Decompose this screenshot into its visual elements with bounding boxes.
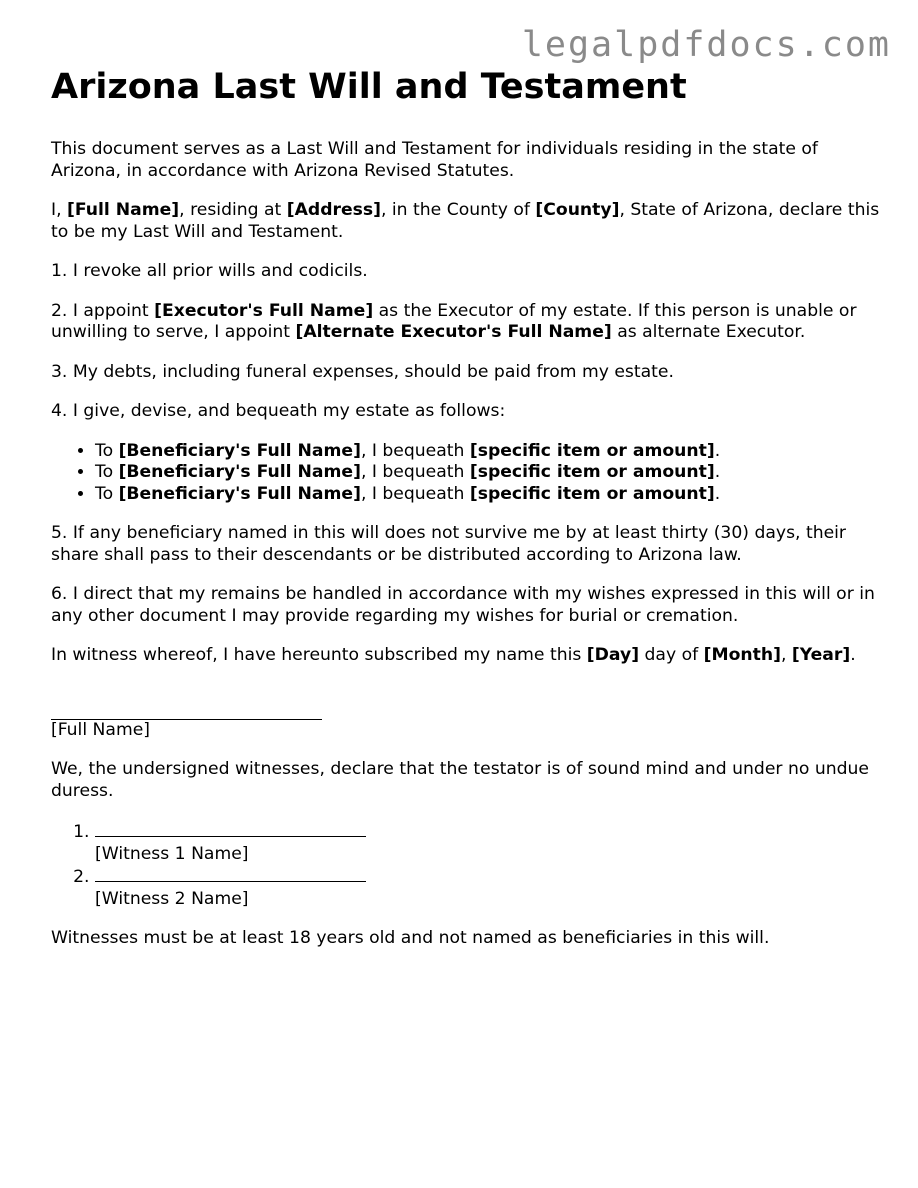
declaration-text: I, <box>51 200 67 220</box>
clause-2-text: 2. I appoint <box>51 300 155 321</box>
witness-clause-text: day of <box>639 645 704 665</box>
item-placeholder: [specific item or amount] <box>469 440 715 461</box>
year-placeholder: [Year] <box>791 645 851 665</box>
alternate-executor-placeholder: [Alternate Executor's Full Name] <box>295 322 612 342</box>
bequest-text: To <box>95 462 119 482</box>
address-placeholder: [Address] <box>286 200 381 220</box>
list-item <box>95 865 881 910</box>
testator-signature-label: [Full Name] <box>51 719 150 740</box>
bequest-text: , I bequeath <box>360 440 470 461</box>
witness-2-label: [Witness 2 Name] <box>95 888 249 909</box>
bequest-text: . <box>714 440 721 461</box>
clause-2-text: as the Executor of my estate. If this person is unable or unwilling to serve, I appoint <box>51 300 857 342</box>
intro-paragraph: This document serves as a Last Will and Testament for individuals residing in the state of Arizona, in accordance with Arizona Revised Statutes. <box>51 139 818 181</box>
list-item <box>95 441 881 463</box>
bequest-text: , I bequeath <box>360 483 470 504</box>
clause-6: 6. I direct that my remains be handled in accordance with my wishes expressed in this will or in any other document I may provide regarding my wishes for burial or cremation. <box>51 584 875 626</box>
witness-1-signature-line[interactable] <box>95 820 366 837</box>
clause-4: 4. I give, devise, and bequeath my estate as follows: <box>51 401 506 421</box>
beneficiary-placeholder: [Beneficiary's Full Name] <box>118 462 361 482</box>
item-placeholder: [specific item or amount] <box>469 462 715 482</box>
list-item <box>95 484 881 506</box>
month-placeholder: [Month] <box>703 645 781 665</box>
beneficiary-placeholder: [Beneficiary's Full Name] <box>118 483 361 504</box>
watermark: legalpdfdocs.com <box>521 25 891 65</box>
witness-2-signature-line[interactable] <box>95 865 366 882</box>
day-placeholder: [Day] <box>586 645 640 665</box>
witness-declaration: We, the undersigned witnesses, declare that the testator is of sound mind and under no undue duress. <box>51 759 869 801</box>
list-item <box>95 820 881 865</box>
clause-3: 3. My debts, including funeral expenses, should be paid from my estate. <box>51 361 674 382</box>
list-item <box>95 462 881 484</box>
witness-clause-text: , <box>780 645 792 665</box>
declaration-text: , in the County of <box>380 200 536 220</box>
declaration-paragraph <box>51 200 881 243</box>
document-title: Arizona Last Will and Testament <box>51 67 687 107</box>
clause-2-text: as alternate Executor. <box>611 322 806 342</box>
testator-signature-line[interactable] <box>51 703 322 720</box>
declaration-text: , State of Arizona, declare this to be my Last Will and Testament. <box>51 200 880 242</box>
witness-1-label: [Witness 1 Name] <box>95 843 249 864</box>
bequest-text: . <box>714 483 721 504</box>
footer-note: Witnesses must be at least 18 years old and not named as beneficiaries in this will. <box>51 928 770 948</box>
full-name-placeholder: [Full Name] <box>67 200 180 220</box>
document-body <box>51 66 881 968</box>
bequest-text: To <box>95 440 119 461</box>
testator-signature-block <box>51 703 881 742</box>
declaration-text: , residing at <box>179 200 287 220</box>
bequest-text: , I bequeath <box>360 462 470 482</box>
beneficiary-placeholder: [Beneficiary's Full Name] <box>118 440 361 461</box>
executor-placeholder: [Executor's Full Name] <box>154 300 374 321</box>
item-placeholder: [specific item or amount] <box>469 483 715 504</box>
witness-clause-text: In witness whereof, I have hereunto subscribed my name this <box>51 645 587 665</box>
clause-1: 1. I revoke all prior wills and codicils. <box>51 261 368 281</box>
bequest-text: To <box>95 483 119 504</box>
witness-clause <box>51 645 881 667</box>
county-placeholder: [County] <box>535 200 620 220</box>
bequest-list <box>51 441 881 506</box>
witness-list <box>51 820 881 910</box>
witness-clause-text: . <box>850 645 856 665</box>
bequest-text: . <box>714 462 721 482</box>
clause-2 <box>51 301 881 344</box>
clause-5: 5. If any beneficiary named in this will does not survive me by at least thirty (30) days, their share shall pass to their descendants or be distributed according to Arizona law. <box>51 523 846 565</box>
